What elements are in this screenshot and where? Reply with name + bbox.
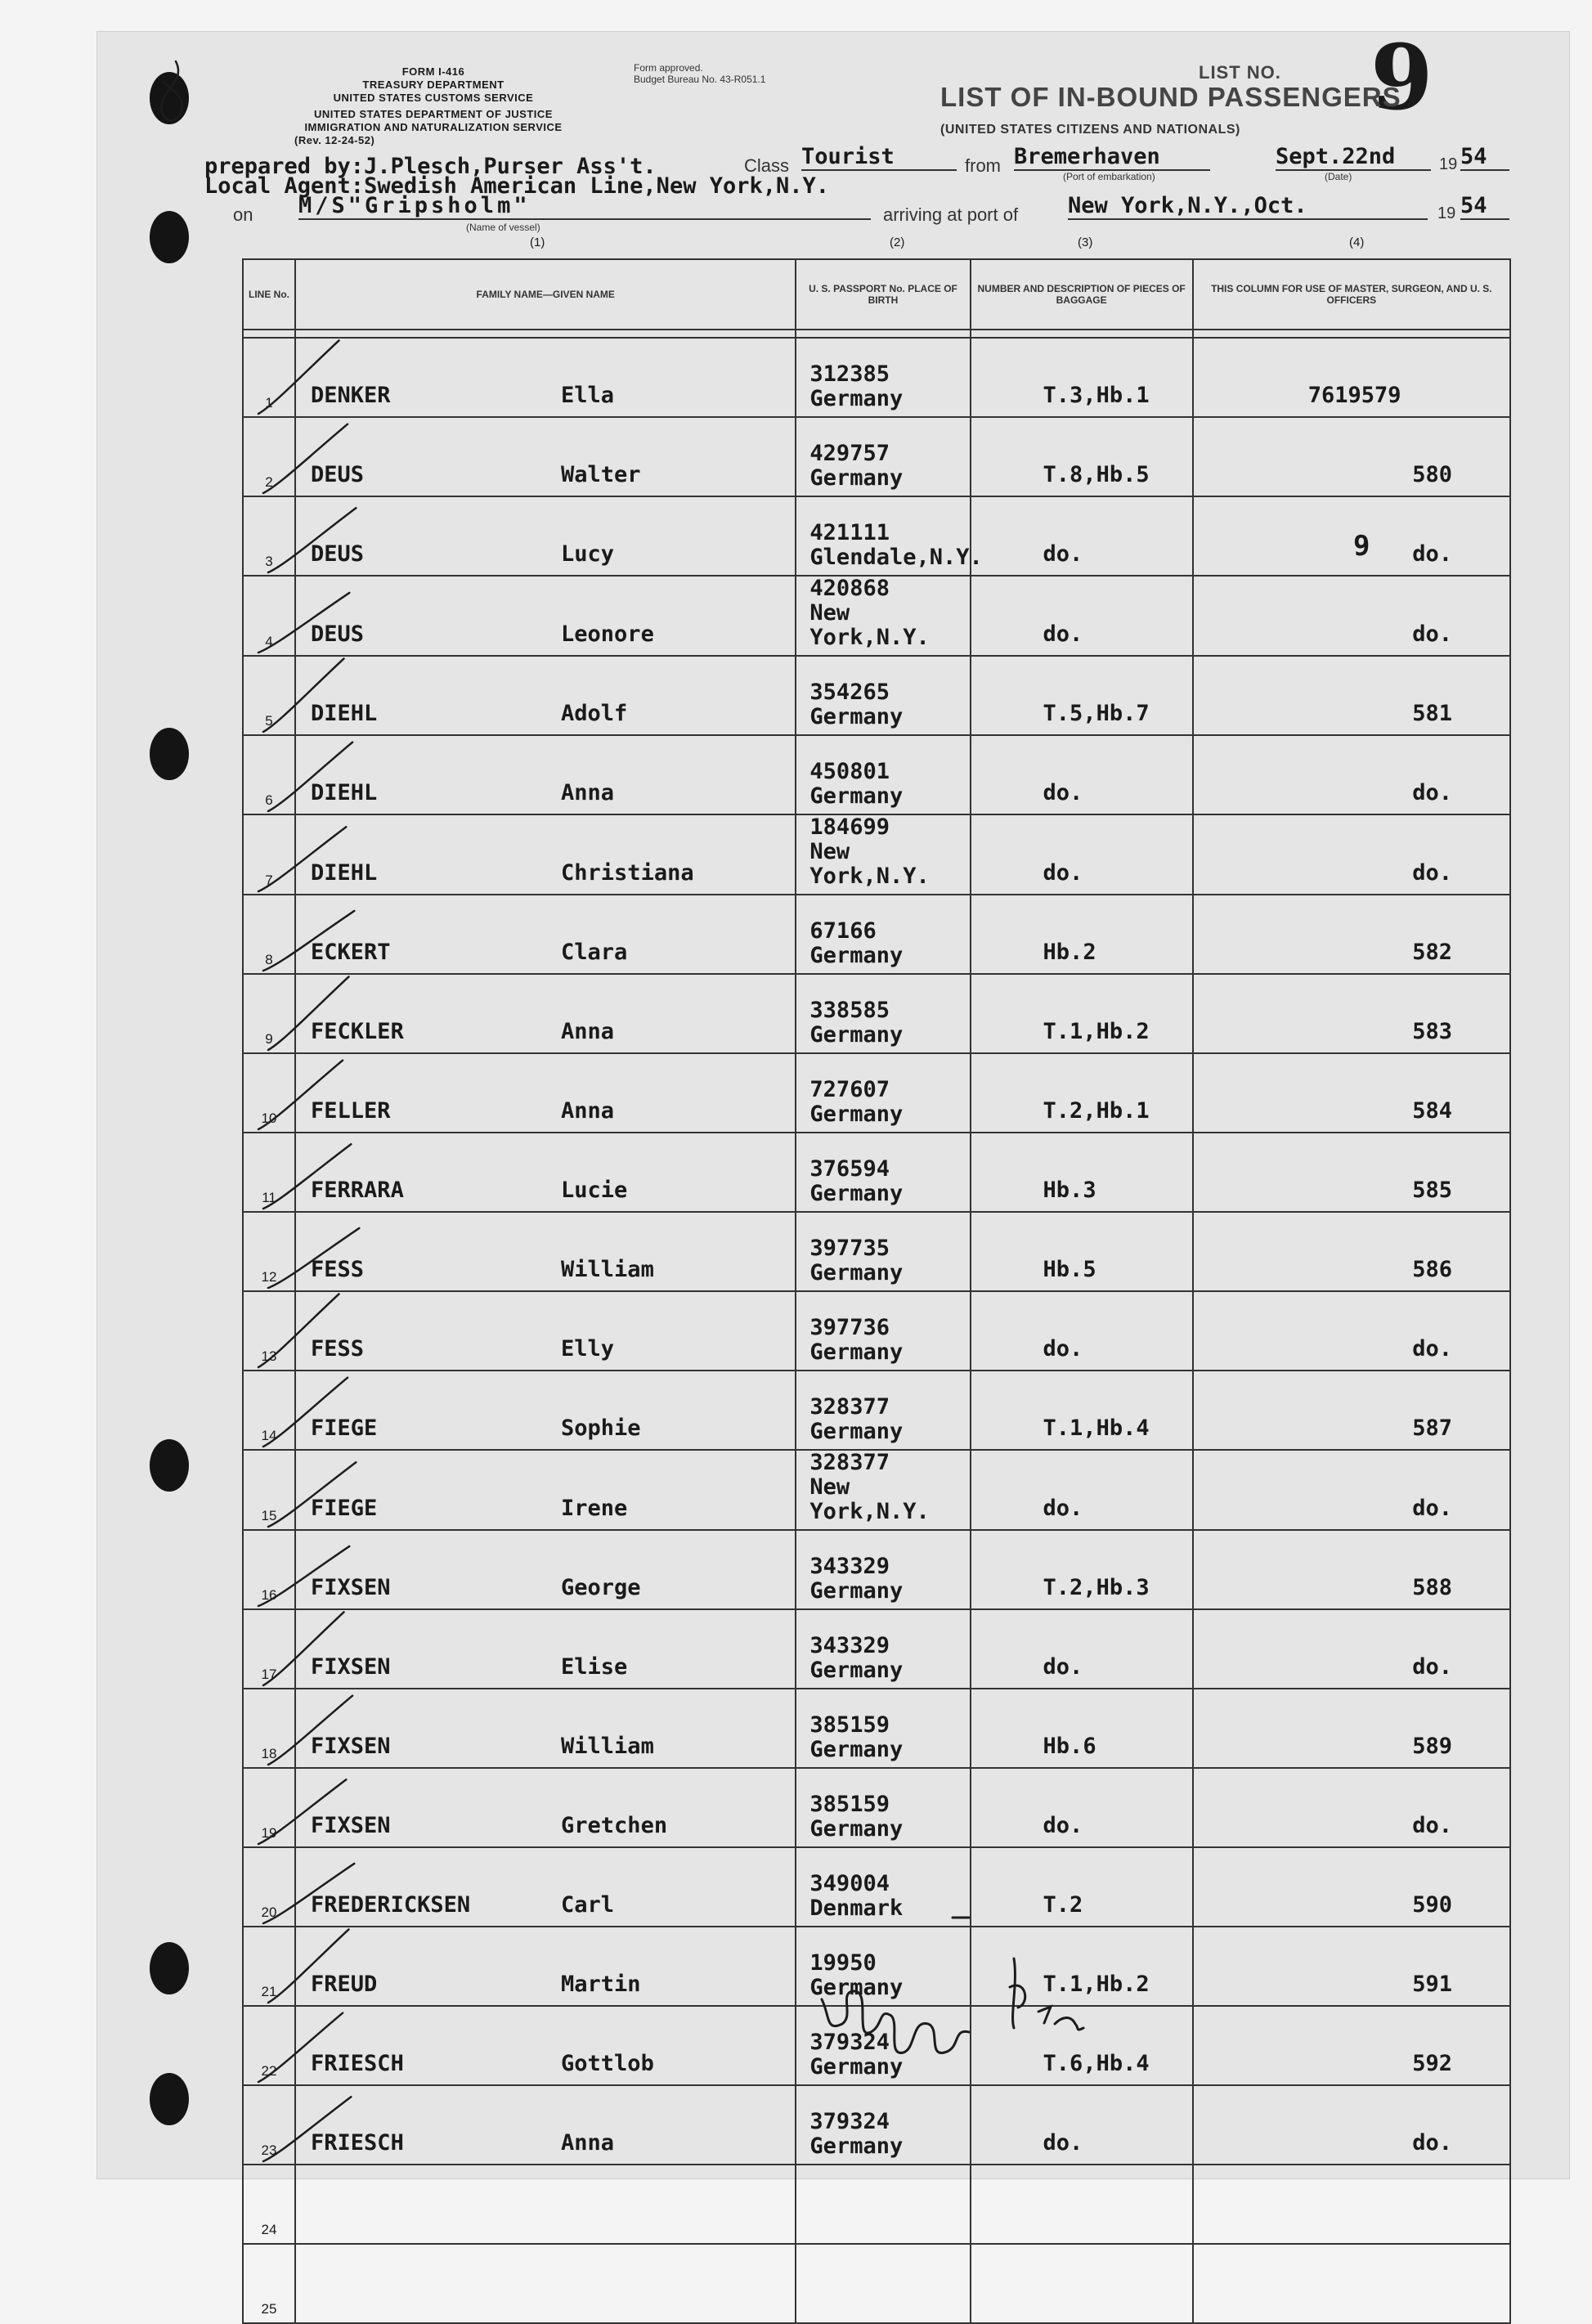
- line-number: 10: [243, 1053, 295, 1133]
- passenger-table: [242, 258, 1511, 2324]
- passport-number: 328377: [809, 1450, 890, 1475]
- baggage-cell: Hb.2: [971, 895, 1193, 974]
- passport-cell: [796, 417, 970, 496]
- passport-number: 338585: [809, 998, 890, 1023]
- table-row: [243, 895, 1510, 974]
- year-value: 54: [1460, 144, 1509, 171]
- place-of-birth: Germany: [809, 2054, 904, 2079]
- stray-mark: 9: [1353, 530, 1370, 563]
- family-name: DEUS: [311, 462, 365, 487]
- table-row: [243, 2244, 1510, 2323]
- family-name: FIXSEN: [311, 1575, 391, 1600]
- family-name: FIEGE: [311, 1496, 378, 1521]
- passport-cell: [796, 496, 983, 576]
- col-header-official: THIS COLUMN FOR USE OF MASTER, SURGEON, AND U. S. OFFICERS: [1193, 259, 1510, 330]
- table-row: [243, 1371, 1510, 1450]
- family-name: ECKERT: [311, 940, 391, 965]
- official-use-cell: do.: [1193, 496, 1510, 576]
- official-use-cell: 590: [1193, 1847, 1510, 1927]
- justice-dept: UNITED STATES DEPARTMENT OF JUSTICE: [314, 108, 553, 120]
- table-row: [243, 496, 1510, 576]
- baggage-cell: do.: [971, 814, 1193, 895]
- baggage-cell: T.6,Hb.4: [971, 2006, 1193, 2085]
- family-name: FESS: [311, 1257, 365, 1282]
- name-cell: [295, 1291, 796, 1371]
- passport-cell: [796, 338, 970, 417]
- official-use-cell: [1193, 2244, 1510, 2323]
- place-of-birth: Germany: [809, 1419, 904, 1444]
- given-name: Elise: [561, 1654, 628, 1680]
- official-use-cell: 588: [1193, 1530, 1510, 1609]
- given-name: Walter: [561, 462, 641, 487]
- given-name: Anna: [561, 1019, 615, 1044]
- passport-number: 354265: [809, 680, 890, 705]
- line-number: 1: [243, 338, 295, 417]
- name-cell: [295, 974, 796, 1053]
- baggage-cell: Hb.3: [971, 1133, 1193, 1212]
- col-header-baggage: NUMBER AND DESCRIPTION OF PIECES OF BAGGAGE: [971, 259, 1193, 330]
- line-number: 3: [243, 496, 295, 576]
- place-of-birth: New York,N.Y.: [809, 839, 930, 889]
- place-of-birth: Germany: [809, 1975, 904, 2000]
- name-cell: [295, 338, 796, 417]
- table-row: [243, 1291, 1510, 1371]
- place-of-birth: Germany: [809, 465, 904, 491]
- table-row: [243, 656, 1510, 735]
- passport-cell: [796, 1927, 970, 2006]
- baggage-cell: T.3,Hb.1: [971, 338, 1193, 417]
- passport-cell: [796, 1053, 970, 1133]
- name-cell: [295, 2165, 796, 2244]
- table-row: [243, 1530, 1510, 1609]
- name-cell: [295, 814, 796, 895]
- year-prefix: 19: [1439, 155, 1458, 173]
- passport-cell: [796, 974, 970, 1053]
- form-approved: Form approved.: [634, 62, 703, 74]
- given-name: Ella: [561, 383, 615, 408]
- passport-cell: [796, 1609, 970, 1689]
- official-use-cell: do.: [1193, 1768, 1510, 1847]
- given-name: Adolf: [561, 701, 628, 726]
- passport-number: 343329: [809, 1633, 890, 1658]
- passport-number: 343329: [809, 1554, 890, 1579]
- arriving-label: arriving at port of: [883, 204, 1019, 225]
- from-value: Bremerhaven: [1014, 144, 1210, 171]
- binder-hole: [150, 211, 189, 263]
- place-of-birth: Germany: [809, 1737, 904, 1762]
- baggage-cell: do.: [971, 496, 1193, 576]
- arrival-port: New York,N.Y.,Oct.: [1068, 193, 1428, 220]
- passport-cell: [796, 1768, 970, 1847]
- binder-hole: [150, 2073, 189, 2125]
- official-use-cell: do.: [1193, 1609, 1510, 1689]
- given-name: Irene: [561, 1496, 628, 1521]
- given-name: Clara: [561, 940, 628, 965]
- passport-number: 328377: [809, 1394, 890, 1420]
- passport-number: 385159: [809, 1792, 890, 1817]
- passport-cell: [796, 735, 970, 814]
- local-agent: Local Agent:Swedish American Line,New York,N.Y.: [204, 173, 830, 199]
- line-number: 19: [243, 1768, 295, 1847]
- baggage-cell: do.: [971, 1450, 1193, 1530]
- passport-number: 385159: [809, 1712, 890, 1738]
- official-use-cell: 592: [1193, 2006, 1510, 2085]
- name-cell: [295, 496, 796, 576]
- name-cell: [295, 2244, 796, 2323]
- family-name: FREUD: [311, 1972, 378, 1997]
- passport-cell: [796, 2085, 970, 2165]
- family-name: FIXSEN: [311, 1734, 391, 1759]
- line-number: 9: [243, 974, 295, 1053]
- place-of-birth: Germany: [809, 1260, 904, 1285]
- passport-cell: [796, 576, 970, 656]
- family-name: FRIESCH: [311, 2051, 404, 2076]
- given-name: Leonore: [561, 621, 654, 647]
- name-cell: [295, 576, 796, 656]
- table-row: [243, 2006, 1510, 2085]
- table-row: [243, 1847, 1510, 1927]
- table-row: [243, 1609, 1510, 1689]
- family-name: FESS: [311, 1336, 365, 1362]
- header-spacer: [243, 330, 1510, 338]
- given-name: Gottlob: [561, 2051, 654, 2076]
- given-name: Martin: [561, 1972, 641, 1997]
- baggage-cell: T.2,Hb.3: [971, 1530, 1193, 1609]
- family-name: FREDERICKSEN: [311, 1892, 471, 1918]
- baggage-cell: T.8,Hb.5: [971, 417, 1193, 496]
- name-cell: [295, 1371, 796, 1450]
- baggage-cell: do.: [971, 2085, 1193, 2165]
- line-number: 12: [243, 1212, 295, 1291]
- line-number: 25: [243, 2244, 295, 2323]
- official-use-cell: do.: [1193, 2085, 1510, 2165]
- arrival-year-prefix: 19: [1437, 204, 1456, 222]
- line-number: 21: [243, 1927, 295, 2006]
- list-no-label: LIST NO.: [1199, 62, 1281, 83]
- name-cell: [295, 735, 796, 814]
- baggage-cell: do.: [971, 576, 1193, 656]
- baggage-cell: do.: [971, 1291, 1193, 1371]
- on-label: on: [233, 204, 253, 225]
- given-name: Sophie: [561, 1415, 641, 1441]
- official-use-cell: 582: [1193, 895, 1510, 974]
- line-number: 16: [243, 1530, 295, 1609]
- passport-number: 421111: [809, 520, 890, 545]
- col-number-3: (3): [1078, 236, 1093, 249]
- passport-number: 349004: [809, 1871, 890, 1896]
- passport-cell: [796, 2165, 970, 2244]
- form-subtitle: (UNITED STATES CITIZENS AND NATIONALS): [940, 123, 1240, 137]
- line-number: 8: [243, 895, 295, 974]
- place-of-birth: Denmark: [809, 1896, 904, 1921]
- official-use-cell: 7619579: [1193, 338, 1510, 417]
- table-row: [243, 417, 1510, 496]
- date-value: Sept.22nd: [1276, 144, 1431, 171]
- place-of-birth: Germany: [809, 1101, 904, 1127]
- passport-number: 429757: [809, 441, 890, 466]
- family-name: DENKER: [311, 383, 391, 408]
- family-name: FECKLER: [311, 1019, 404, 1044]
- name-cell: [295, 2006, 796, 2085]
- line-number: 6: [243, 735, 295, 814]
- baggage-cell: do.: [971, 1768, 1193, 1847]
- line-number: 20: [243, 1847, 295, 1927]
- arrival-year: 54: [1460, 193, 1509, 220]
- family-name: FELLER: [311, 1098, 391, 1124]
- family-name: DIEHL: [311, 780, 378, 805]
- col-header-name: FAMILY NAME—GIVEN NAME: [295, 259, 796, 330]
- baggage-cell: do.: [971, 735, 1193, 814]
- name-cell: [295, 1847, 796, 1927]
- passport-number: 376594: [809, 1156, 890, 1182]
- table-row: [243, 1768, 1510, 1847]
- baggage-cell: [971, 2244, 1193, 2323]
- name-cell: [295, 1609, 796, 1689]
- passport-number: 379324: [809, 2030, 890, 2055]
- class-value: Tourist: [801, 144, 957, 171]
- passport-number: 184699: [809, 814, 890, 840]
- given-name: Lucy: [561, 541, 615, 567]
- passport-cell: [796, 2244, 970, 2323]
- baggage-cell: T.1,Hb.2: [971, 1927, 1193, 2006]
- col-number-1: (1): [530, 236, 545, 249]
- from-label: from: [965, 155, 1001, 176]
- given-name: William: [561, 1257, 654, 1282]
- form-issuer-block: [270, 65, 597, 147]
- given-name: George: [561, 1575, 641, 1600]
- line-number: 18: [243, 1689, 295, 1768]
- binder-hole: [150, 72, 189, 124]
- place-of-birth: Germany: [809, 1578, 904, 1604]
- budget-bureau: Budget Bureau No. 43-R051.1: [634, 74, 766, 85]
- passport-number: 397735: [809, 1236, 890, 1261]
- line-number: 24: [243, 2165, 295, 2244]
- official-use-cell: 591: [1193, 1927, 1510, 2006]
- place-of-birth: New York,N.Y.: [809, 600, 930, 650]
- baggage-cell: T.2,Hb.1: [971, 1053, 1193, 1133]
- line-number: 13: [243, 1291, 295, 1371]
- form-number: FORM I-416: [401, 65, 465, 78]
- official-use-cell: do.: [1193, 1450, 1510, 1530]
- passport-number: 727607: [809, 1077, 890, 1102]
- baggage-cell: T.2: [971, 1847, 1193, 1927]
- vessel-name: M/S"Gripsholm": [298, 193, 871, 220]
- list-number: 9: [1370, 25, 1433, 130]
- table-row: [243, 2165, 1510, 2244]
- baggage-cell: do.: [971, 1609, 1193, 1689]
- binder-hole: [150, 1439, 189, 1492]
- baggage-cell: [971, 2165, 1193, 2244]
- table-row: [243, 1927, 1510, 2006]
- table-header-row: [243, 259, 1510, 330]
- name-cell: [295, 1450, 796, 1530]
- family-name: FIEGE: [311, 1415, 378, 1441]
- given-name: Christiana: [561, 860, 694, 886]
- table-row: [243, 338, 1510, 417]
- line-number: 7: [243, 814, 295, 895]
- name-cell: [295, 1689, 796, 1768]
- passport-cell: [796, 895, 970, 974]
- vessel-caption: (Name of vessel): [466, 222, 540, 233]
- passport-cell: [796, 656, 970, 735]
- family-name: DIEHL: [311, 701, 378, 726]
- given-name: William: [561, 1734, 654, 1759]
- baggage-cell: T.1,Hb.4: [971, 1371, 1193, 1450]
- name-cell: [295, 2085, 796, 2165]
- name-cell: [295, 1053, 796, 1133]
- name-cell: [295, 1768, 796, 1847]
- official-use-cell: 586: [1193, 1212, 1510, 1291]
- name-cell: [295, 417, 796, 496]
- passport-number: 420868: [809, 576, 890, 601]
- place-of-birth: New York,N.Y.: [809, 1474, 930, 1524]
- place-of-birth: Germany: [809, 704, 904, 729]
- line-number: 2: [243, 417, 295, 496]
- col-header-passport: U. S. PASSPORT No. PLACE OF BIRTH: [796, 259, 970, 330]
- table-row: [243, 974, 1510, 1053]
- table-row: [243, 576, 1510, 656]
- treasury-dept: TREASURY DEPARTMENT: [362, 79, 505, 91]
- customs-service: UNITED STATES CUSTOMS SERVICE: [333, 92, 534, 104]
- official-use-cell: 581: [1193, 656, 1510, 735]
- official-use-cell: 589: [1193, 1689, 1510, 1768]
- baggage-cell: T.5,Hb.7: [971, 656, 1193, 735]
- official-use-cell: 585: [1193, 1133, 1510, 1212]
- line-number: 11: [243, 1133, 295, 1212]
- name-cell: [295, 895, 796, 974]
- ins-service: IMMIGRATION AND NATURALIZATION SERVICE: [304, 121, 563, 133]
- official-use-cell: 587: [1193, 1371, 1510, 1450]
- table-row: [243, 735, 1510, 814]
- baggage-cell: Hb.5: [971, 1212, 1193, 1291]
- name-cell: [295, 656, 796, 735]
- line-number: 17: [243, 1609, 295, 1689]
- revision: (Rev. 12-24-52): [294, 134, 375, 146]
- col-number-2: (2): [890, 236, 905, 249]
- given-name: Anna: [561, 780, 615, 805]
- passport-cell: [796, 1291, 970, 1371]
- place-of-birth: Germany: [809, 1816, 904, 1842]
- class-label: Class: [744, 155, 790, 176]
- place-of-birth: Germany: [809, 386, 904, 411]
- table-row: [243, 814, 1510, 895]
- date-caption: (Date): [1325, 171, 1352, 182]
- family-name: FIXSEN: [311, 1654, 391, 1680]
- place-of-birth: Germany: [809, 943, 904, 968]
- passport-number: 67166: [809, 918, 877, 944]
- baggage-cell: T.1,Hb.2: [971, 974, 1193, 1053]
- name-cell: [295, 1212, 796, 1291]
- passport-number: 379324: [809, 2109, 890, 2134]
- given-name: Lucie: [561, 1178, 628, 1203]
- passport-cell: [796, 1689, 970, 1768]
- passport-cell: [796, 1371, 970, 1450]
- family-name: DIEHL: [311, 860, 378, 886]
- place-of-birth: Glendale,N.Y.: [809, 545, 983, 570]
- given-name: Anna: [561, 1098, 615, 1124]
- given-name: Carl: [561, 1892, 615, 1918]
- official-use-cell: do.: [1193, 735, 1510, 814]
- line-number: 23: [243, 2085, 295, 2165]
- name-cell: [295, 1530, 796, 1609]
- passport-number: 312385: [809, 361, 890, 387]
- family-name: DEUS: [311, 621, 365, 647]
- table-row: [243, 1450, 1510, 1530]
- given-name: Elly: [561, 1336, 615, 1362]
- official-use-cell: 584: [1193, 1053, 1510, 1133]
- col-header-line: LINE No.: [243, 259, 295, 330]
- table-row: [243, 1133, 1510, 1212]
- place-of-birth: Germany: [809, 1658, 904, 1683]
- table-row: [243, 1689, 1510, 1768]
- line-number: 4: [243, 576, 295, 656]
- place-of-birth: Germany: [809, 2133, 904, 2159]
- table-row: [243, 1212, 1510, 1291]
- passport-cell: [796, 1847, 970, 1927]
- passport-number: 397736: [809, 1315, 890, 1340]
- col-number-4: (4): [1349, 236, 1365, 249]
- family-name: FIXSEN: [311, 1813, 391, 1838]
- passport-cell: [796, 1212, 970, 1291]
- official-use-cell: [1193, 2165, 1510, 2244]
- passport-cell: [796, 2006, 970, 2085]
- binder-hole: [150, 1942, 189, 1994]
- table-row: [243, 2085, 1510, 2165]
- passport-number: 450801: [809, 759, 890, 784]
- place-of-birth: Germany: [809, 1022, 904, 1048]
- name-cell: [295, 1927, 796, 2006]
- line-number: 15: [243, 1450, 295, 1530]
- prepared-by: prepared by:J.Plesch,Purser Ass't.: [204, 154, 657, 179]
- passport-cell: [796, 1530, 970, 1609]
- place-of-birth: Germany: [809, 783, 904, 809]
- family-name: DEUS: [311, 541, 365, 567]
- official-use-cell: 583: [1193, 974, 1510, 1053]
- binder-hole: [150, 728, 189, 780]
- passport-cell: [796, 1133, 970, 1212]
- line-number: 5: [243, 656, 295, 735]
- passport-cell: [796, 814, 970, 895]
- passport-number: 19950: [809, 1950, 877, 1976]
- passport-cell: [796, 1450, 970, 1530]
- line-number: 14: [243, 1371, 295, 1450]
- form-approval: [634, 62, 765, 85]
- given-name: Anna: [561, 2130, 615, 2156]
- form-title: LIST OF IN-BOUND PASSENGERS: [940, 82, 1401, 112]
- table-row: [243, 1053, 1510, 1133]
- official-use-cell: do.: [1193, 1291, 1510, 1371]
- name-cell: [295, 1133, 796, 1212]
- port-caption: (Port of embarkation): [1063, 171, 1155, 182]
- baggage-cell: Hb.6: [971, 1689, 1193, 1768]
- place-of-birth: Germany: [809, 1181, 904, 1206]
- family-name: FERRARA: [311, 1178, 404, 1203]
- official-use-cell: 580: [1193, 417, 1510, 496]
- official-use-cell: do.: [1193, 814, 1510, 895]
- line-number: 22: [243, 2006, 295, 2085]
- given-name: Gretchen: [561, 1813, 668, 1838]
- place-of-birth: Germany: [809, 1339, 904, 1365]
- official-use-cell: do.: [1193, 576, 1510, 656]
- family-name: FRIESCH: [311, 2130, 404, 2156]
